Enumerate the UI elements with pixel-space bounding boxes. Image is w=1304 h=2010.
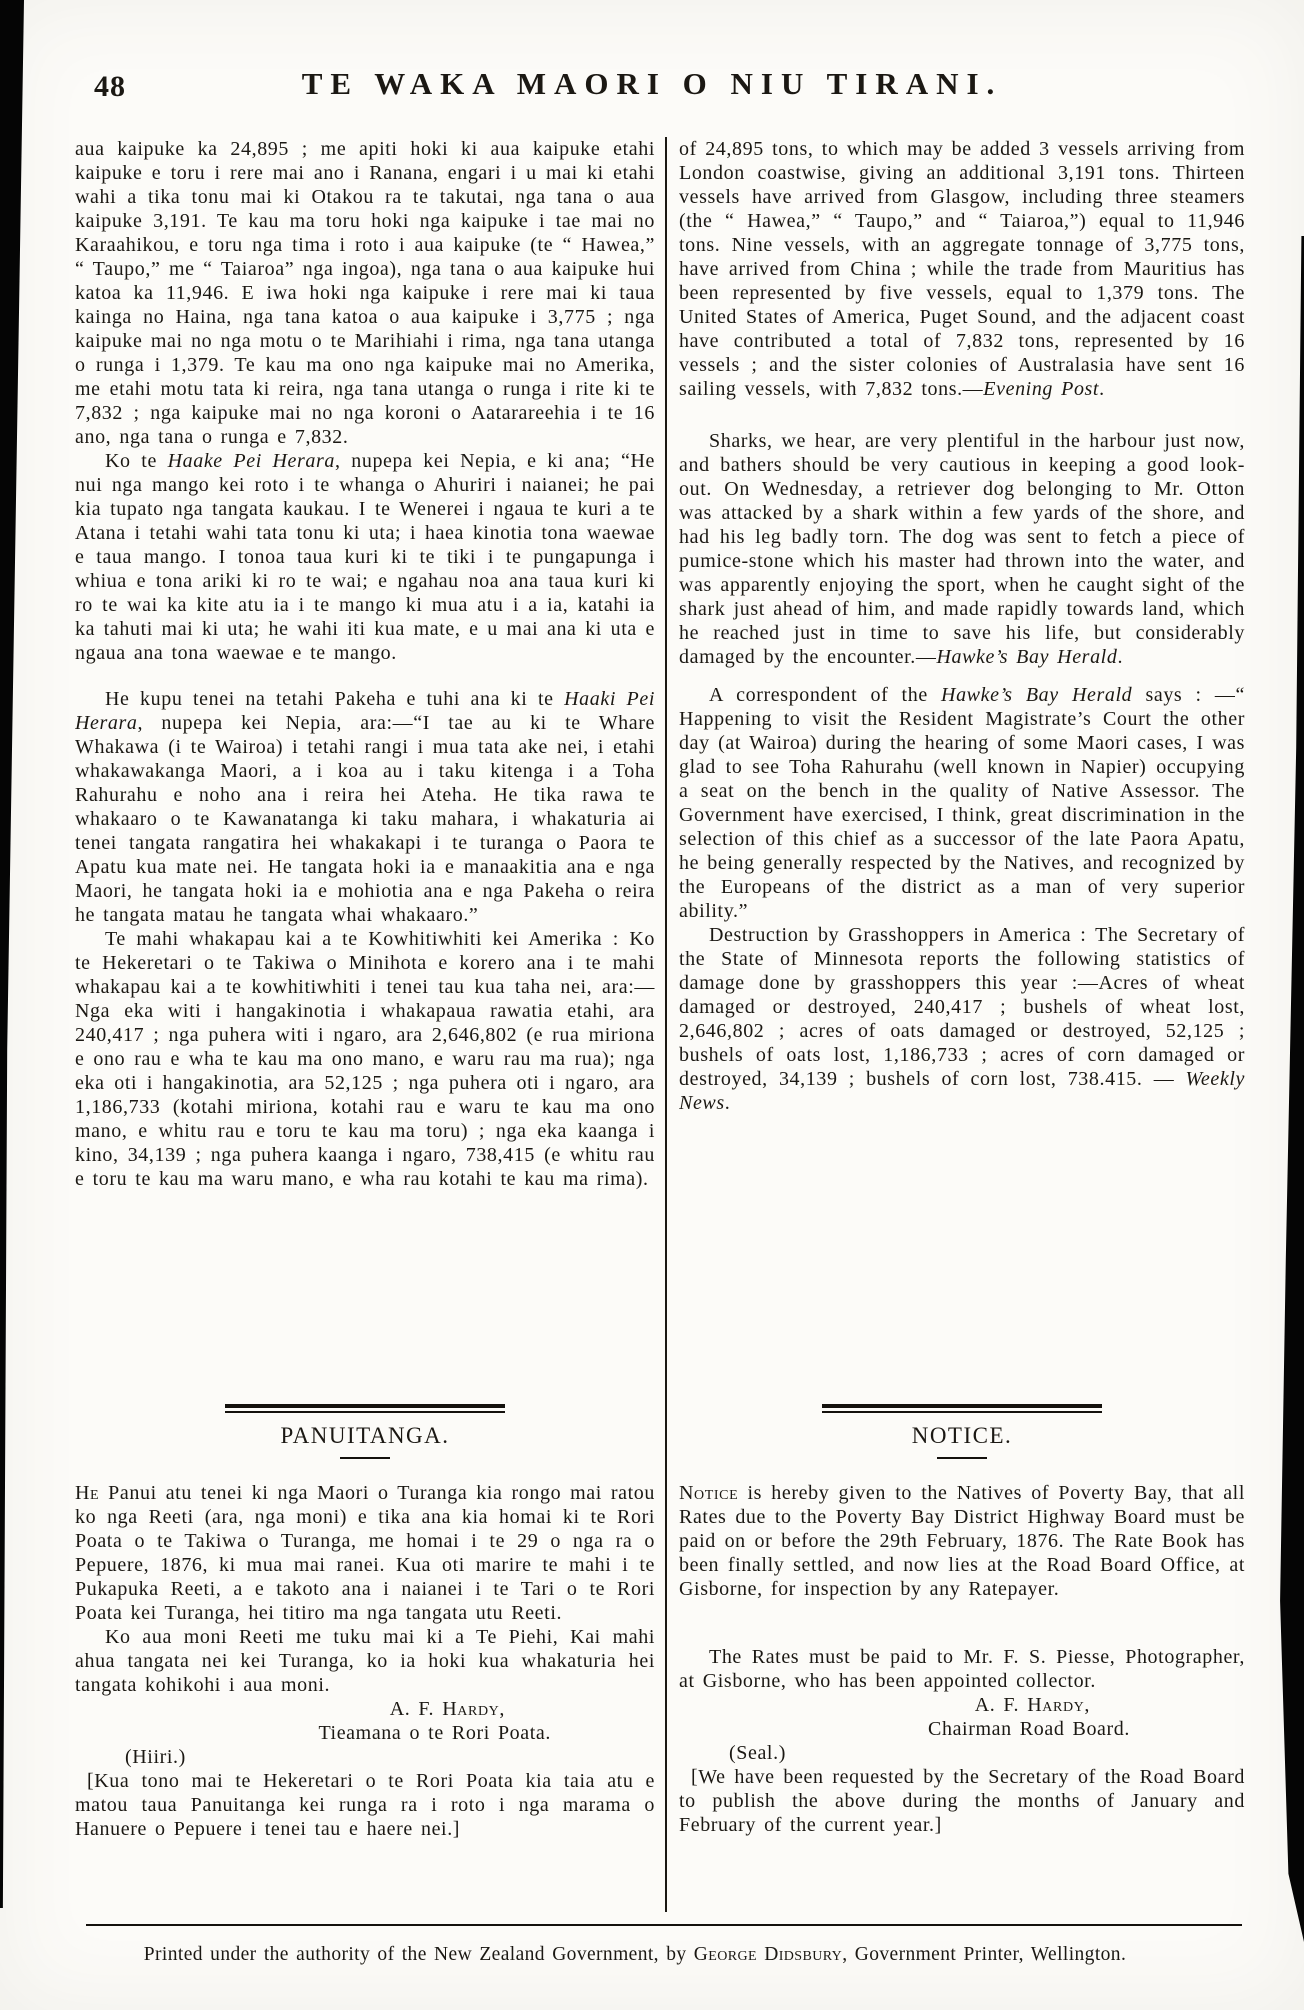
news-paragraph: Te mahi whakapau kai a te Kowhitiwhiti kei Amerika : Ko te Hekeretari o te Takiwa o Minihota e korero ana i te mahi whakapau kai a te kowhitiwhiti i tenei tau kua taha nei, ara:—Nga eka witi i hangakinotia i whakapaua rawatia etahi, ara 240,417 ; nga puhera witi i ngaro, ara 2,646,802 (e rua miriona e ono rau e wha te kau ma ono mano, e waru rau ma rua); nga eka oti i hangakinotia, ara 52,125 ; nga puhera oti i ngaro, ara 1,186,733 (kotahi miriona, kotahi rau e waru te kau ma ono mano, e whitu rau e toru te kau ma toru) ; nga eka kaanga i kino, 34,139 ; nga puhera kaanga i ngaro, 738,415 (e whitu rau e toru te kau ma waru mano, e wha rau kotahi te kau ma rima). [75,928,655,1190]
notice-paragraph: Ko aua moni Reeti me tuku mai ki a Te Piehi, Kai mahi ahua tangata nei kei Turanga, ko ia hoki kua whakaturia hei tangata kohikohi i aua moni. [75,1626,655,1696]
notice-paragraph: He Panui atu tenei ki nga Maori o Turanga kia rongo mai ratou ko nga Reeti (ara, nga moni) e tika ana kia homai ki te Rori Poata o te Takiwa o Turanga, me homai i te 29 o nga ra o Pepuere, 1876, ki mua mai ranei. Kua oti marire te mahi i te Pukapuka Reeti, a e takoto ana i naianei i te Tari o te Rori Poata kei Turanga, hei titiro ma nga tangata utu Reeti. [75,1482,655,1624]
scan-edge-right [1278,236,1304,1942]
news-paragraph: Destruction by Grasshoppers in America : The Secretary of the State of Minnesota reports the following statistics of damage done by grasshoppers this year :—Acres of wheat damaged or destroyed, 240,417 ; bushels of wheat lost, 2,646,802 ; acres of oats damaged or destroyed, 52,125 ; bushels of oats lost, 1,186,733 ; acres of corn damaged or destroyed, 34,139 ; bushels of corn lost, 738.415. — Weekly News. [679,924,1245,1114]
news-paragraph: aua kaipuke ka 24,895 ; me apiti hoki ki aua kaipuke etahi kaipuke e toru i rere mai ano i Ranana, engari i u mai ki etahi wahi a tika tonu mai ki Otakou ra te takutai, nga tana o aua kaipuke 3,191. Te kau ma toru hoki nga kaipuke i tae mai no Karaahikou, e toru nga tima i roto i aua kaipuke (te “ Hawea,” “ Taupo,” me “ Taiaroa” nga ingoa), nga tana o aua kaipuke hui katoa ka 11,946. E iwa hoki nga kaipuke i rere mai ki taua kainga no Haina, nga tana katoa o aua kaipuke i 3,775 ; nga kaipuke mai no nga motu o te Marihiahi i rima, nga tana utanga o runga i 1,379. Te kau ma ono nga kaipuke mai no Amerika, me etahi motu tata ki reira, nga tana utanga o runga i rite ki te 7,832 ; nga kaipuke mai no nga koroni o Aatarareehia i te 16 ano, nga tana o runga e 7,832. [75,138,655,448]
signature-name: A. F. Hardy, [389,1698,505,1720]
columns [75,137,1245,1912]
postscript-paragraph: [We have been requested by the Secretary of the Road Board to publish the above during the months of January and February of the current year.] [679,1766,1245,1836]
imprint-line: Printed under the authority of the New Zealand Government, by George Didsbury, Government Printer, Wellington. [143,1944,1127,1965]
news-paragraph: Sharks, we hear, are very plentiful in the harbour just now, and bathers should be very cautious in keeping a good look-out. On Wednesday, a retriever dog belonging to Mr. Otton was attacked by a shark within a few yards of the shore, and had his leg badly torn. The dog was sent to fetch a piece of pumice-stone which his master had thrown into the water, and was apparently enjoying the sport, when he caught sight of the shark just ahead of him, and made rapidly towards land, which he reached just in time to save his life, but considerably damaged by the encounter.—Hawke’s Bay Herald. [679,430,1245,668]
seal-label: (Hiiri.) [125,1746,186,1768]
postscript-paragraph: [Kua tono mai te Hekeretari o te Rori Poata kia taia atu e matou taua Panuitanga kei runga ra i roto i nga marama o Hanuere o Pepuere i tenei tau e haere nei.] [75,1770,655,1840]
news-paragraph: He kupu tenei na tetahi Pakeha e tuhi ana ki te Haaki Pei Herara, nupepa kei Nepia, ara:—“I tae au ki te Whare Whakawa (i te Wairoa) i tetahi rangi i mua tata ake nei, i etahi whakawakanga Maori, a i koa au i taku kitenga i a Toha Rahurahu e noho ana i reira hei Ateha. He tika rawa te whakaaro o te Kawanatanga ki taku mahara, i whakaturia ai tenei tangata rangatira hei whakakapi i te turanga o Paora te Apatu kua mate nei. He tangata hoki ia e manaakitia ana e nga Maori, he tangata hoki ia e mohiotia ana e nga Pakeha o reira he tangata matau he tangata whai whakaaro.” [75,688,655,926]
section-heading-panuitanga [75,1404,655,1481]
double-rule [822,1404,1102,1413]
right-column-english [667,137,1245,1912]
signature-role: Tieamana o te Rori Poata. [318,1722,551,1744]
double-rule [225,1404,505,1413]
news-paragraph: Ko te Haake Pei Herara, nupepa kei Nepia, e ki ana; “He nui nga mango kei roto i te whanga o Ahuriri i naianei; he pai kia tupato nga tangata kaukau. I te Wenerei i ngaua te kuri a te Atana i tetahi wahi tata tonu ki uta; i haea kinotia tona waewae e taua mango. I tonoa taua kuri ki te tiki i te pungapunga i whiua e tona ariki ki ro te wai; e ngahau noa ana taua kuri ki ro te wai ka kite atu ia i te mango ki mua atu i a ia, katahi ia ka tahuti mai ki uta; he wahi iti kua mate, e u mai ana ki uta e ngaua ana tona waewae e te mango. [75,450,655,664]
section-heading-notice [679,1404,1245,1481]
section-title: PANUITANGA. [280,1423,450,1448]
news-paragraph: A correspondent of the Hawke’s Bay Herald says : —“ Happening to visit the Resident Magistrate’s Court the other day (at Wairoa) during the hearing of some Maori cases, I was glad to see Toha Rahurahu (well known in Napier) occupying a seat on the bench in the quality of Native Assessor. The Government have exercised, I think, great discrimination in the selection of this chief as a successor of the late Paora Apatu, he being generally respected by the Natives, and recognized by the Europeans of the district as a man of very superior ability.” [679,684,1245,922]
left-news-section [75,137,655,1402]
signature-name: A. F. Hardy, [974,1694,1090,1716]
signature-role: Chairman Road Board. [928,1718,1130,1740]
short-rule [340,1457,390,1459]
right-news-section [679,137,1245,1402]
masthead-title: TE WAKA MAORI O NIU TIRANI. [301,66,1003,101]
notice-paragraph: Notice is hereby given to the Natives of Poverty Bay, that all Rates due to the Poverty Bay District Highway Board must be paid on or before the 29th February, 1876. The Rate Book has been finally settled, and now lies at the Road Board Office, at Gisborne, for inspection by any Ratepayer. [679,1482,1245,1600]
footer-rule [86,1924,1242,1926]
section-title: NOTICE. [911,1423,1013,1448]
page-number: 48 [94,70,126,103]
notice-paragraph: The Rates must be paid to Mr. F. S. Piesse, Photographer, at Gisborne, who has been appointed collector. [679,1646,1245,1692]
scan-edge-left [0,0,24,1908]
left-column-maori [75,137,667,1912]
short-rule [937,1457,987,1459]
seal-label: (Seal.) [729,1742,786,1764]
news-paragraph: of 24,895 tons, to which may be added 3 vessels arriving from London coastwise, giving an additional 3,191 tons. Thirteen vessels have arrived from Glasgow, including three steamers (the “ Hawea,” “ Taupo,” and “ Taiaroa,”) equal to 11,946 tons. Nine vessels, with an aggregate tonnage of 3,775 tons, have arrived from China ; while the trade from Mauritius has been represented by five vessels, equal to 1,379 tons. The United States of America, Puget Sound, and the adjacent coast have contributed a total of 7,832 tons, represented by 16 vessels ; and the sister colonies of Australasia have sent 16 sailing vessels, with 7,832 tons.—Evening Post. [679,138,1245,400]
